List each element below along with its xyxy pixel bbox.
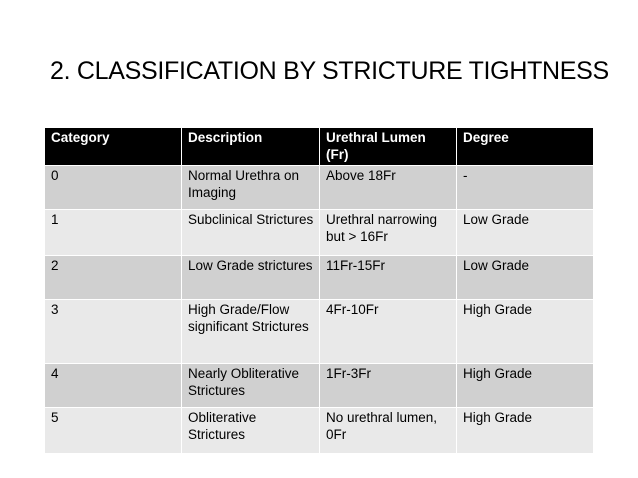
cell-urethral-lumen: No urethral lumen, 0Fr <box>320 408 457 454</box>
cell-degree: High Grade <box>457 300 594 364</box>
cell-degree: Low Grade <box>457 210 594 256</box>
cell-urethral-lumen: Urethral narrowing but > 16Fr <box>320 210 457 256</box>
cell-category: 5 <box>45 408 182 454</box>
cell-description: Obliterative Strictures <box>182 408 320 454</box>
cell-urethral-lumen: Above 18Fr <box>320 166 457 210</box>
cell-description: Nearly Obliterative Strictures <box>182 364 320 408</box>
cell-urethral-lumen: 4Fr-10Fr <box>320 300 457 364</box>
slide-title: 2. CLASSIFICATION BY STRICTURE TIGHTNESS <box>50 57 609 85</box>
cell-degree: Low Grade <box>457 256 594 300</box>
table-row <box>45 364 594 408</box>
cell-degree: High Grade <box>457 408 594 454</box>
header-degree: Degree <box>457 128 594 166</box>
table-row <box>45 166 594 210</box>
table-row <box>45 256 594 300</box>
cell-description: Subclinical Strictures <box>182 210 320 256</box>
header-description: Description <box>182 128 320 166</box>
cell-description: Low Grade strictures <box>182 256 320 300</box>
cell-category: 2 <box>45 256 182 300</box>
cell-category: 3 <box>45 300 182 364</box>
table-header-row <box>45 128 594 166</box>
header-urethral-lumen: Urethral Lumen (Fr) <box>320 128 457 166</box>
cell-category: 1 <box>45 210 182 256</box>
table-row <box>45 408 594 454</box>
cell-description: Normal Urethra on Imaging <box>182 166 320 210</box>
cell-category: 4 <box>45 364 182 408</box>
cell-urethral-lumen: 11Fr-15Fr <box>320 256 457 300</box>
cell-category: 0 <box>45 166 182 210</box>
table-row <box>45 210 594 256</box>
table-row <box>45 300 594 364</box>
cell-description: High Grade/Flow significant Strictures <box>182 300 320 364</box>
cell-urethral-lumen: 1Fr-3Fr <box>320 364 457 408</box>
header-category: Category <box>45 128 182 166</box>
cell-degree: High Grade <box>457 364 594 408</box>
cell-degree: - <box>457 166 594 210</box>
classification-table <box>44 127 594 454</box>
